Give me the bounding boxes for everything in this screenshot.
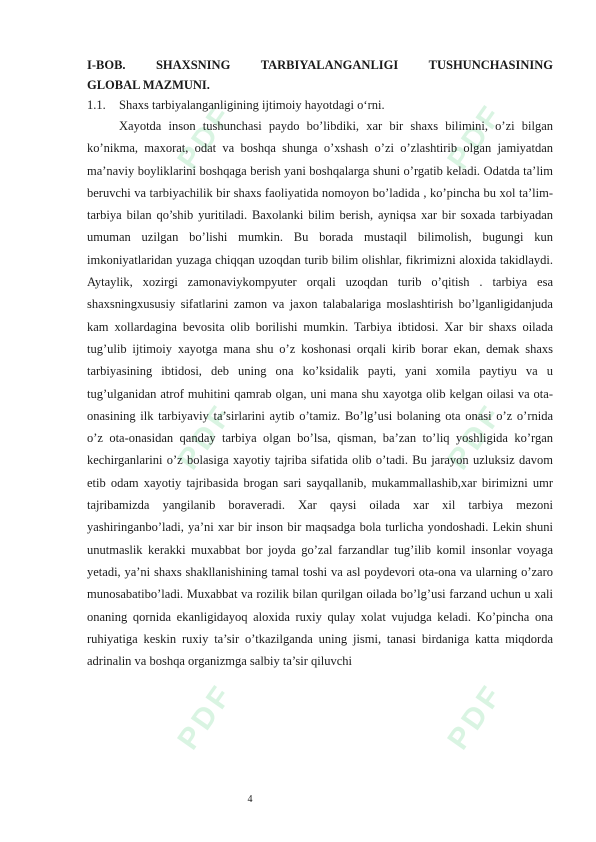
body-paragraph: Xayotda inson tushunchasi paydo bo’libdiki, xar bir shaxs bilimini, o’zi bilgan ko’nikma, maxorat, odat va boshqa shunga o’xshash o’zi o’zlashtirib olgan jamiyatdan ma’naviy boyliklarini boshqaga berish yani boshqalarga shuni o’rgatib keladi. Odatda ta’lim beruvchi va tarbiyachilik bir shaxs faoliyatida nomoyon bo’ladida , ko’pincha bu xol ta’lim-tarbiya bilan qo’shib yuritiladi. Baxolanki bilim berish, ayniqsa xar bir soxada tarbiyadan umuman uzilgan bo’lishi mumkin. Bu borada mustaqil bilimolish, bugungi kun imkoniyatlaridan yuzaga chiqqan uzoqdan turib bilim olishlar, fikrimizni aloxida takidlaydi. Aytaylik, xozirgi zamonaviykompyuter orqali uzoqdan turib o’qitish . tarbiya esa shaxsningxususiy sifatlarini zamon va jaxon talabalariga moslashtirish bo’lganligidanjuda kam xollardagina bevosita olib borilishi mumkin. Tarbiya ibtidosi. Xar bir shaxs oilada tug’ulib ijtimoiy xayotga mana shu o’z koshonasi orqali kirib borar ekan, demak shaxs tarbiyasining ibtidosi, deb uning ona ko’ksidalik payti, yani xomila paytiyu va u tug’ulganidan atrof muhitini qamrab olgan, uni mana shu xayotga olib kelgan oilasi va ota-onasining ilk tarbiyaviy ta’sirlarini aytib o’tamiz. Bo’lg’usi bolaning ota onasi o’z o’rnida o’z ota-onasidan qanday tarbiya olgan bo’lsa, qisman, ba’zan to’liq yoshligida ko’rgan kechirganlarini o’z bolasiga xayotiy tajriba sifatida olib o’tadi. Bu jarayon uzluksiz davom etib odam xayotiy tajribasida brogan sari sayqallanib, mukammallashib,xar birimizni umr tajribamizda yangilanib boraveradi. Xar qaysi oilada xar xil tarbiya mezoni yashiringanbo’ladi, ya’ni xar bir inson bir maqsadga bola turlicha yondoshadi. Lekin shuni unutmaslik kerakki muxabbat bor joyda go’zal farzandlar tug’ilib komil insonlar voyaga yetadi, ya’ni shaxs shakllanishining tamal toshi va asl poydevori ota-ona va ularning o’zaro munosabatibo’ladi. Muxabbat va rozilik bilan qurilgan oilada bo’lg’usi farzand uchun u xali onaning qornida ekanligidayoq aloxida ruxiy qulay xolat vujudga keladi. Ko’pincha ona ruhiyatiga keskin ruxiy ta’sir o’tkazilganda uning jismi, tanasi birdaniga katta miqdorda adrinalin va boshqa organizmga salbiy ta’sir qiluvchi: [87, 119, 553, 669]
heading-word: I-BOB.: [87, 58, 126, 72]
heading-word: TARBIYALANGANLIGI: [260, 58, 399, 72]
chapter-heading: [87, 55, 553, 95]
chapter-heading-line1: [87, 55, 553, 75]
watermark-text: PDF: [171, 397, 240, 476]
watermark-text: PDF: [441, 397, 510, 476]
section-number: 1.1.: [87, 98, 106, 112]
section-title-text: Shaxs tarbiyalanganligining ijtimoiy hayotdagi o‘rni.: [119, 98, 385, 112]
heading-word: SHAXSNING: [155, 58, 231, 72]
watermark-text: PDF: [171, 677, 240, 756]
watermark-text: PDF: [441, 677, 510, 756]
heading-word: TUSHUNCHASINING: [428, 58, 553, 72]
watermark-text: PDF: [441, 97, 510, 176]
watermark-text: PDF: [171, 97, 240, 176]
page-number: 4: [247, 794, 253, 805]
document-page: [87, 55, 553, 672]
section-title: [87, 95, 553, 115]
chapter-heading-line2: GLOBAL MAZMUNI.: [87, 78, 210, 92]
